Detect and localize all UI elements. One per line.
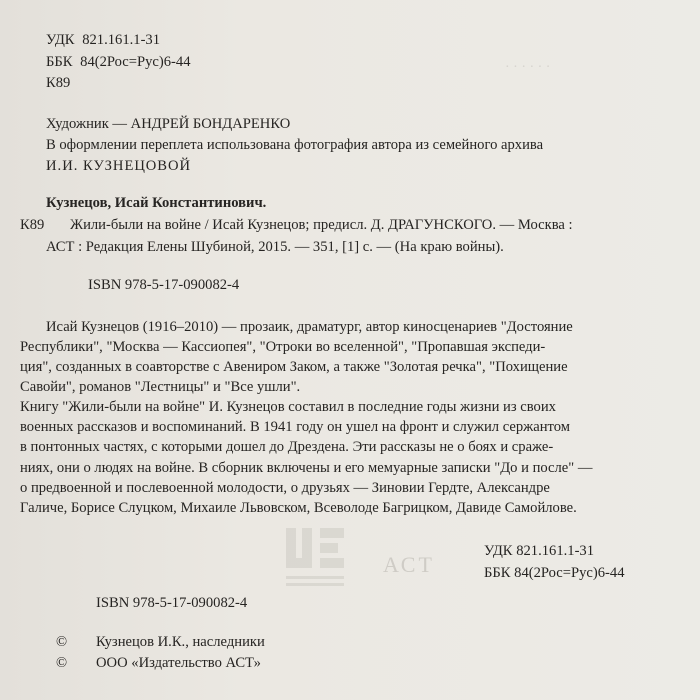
catalog-author-heading: Кузнецов, Исай Константинович. bbox=[46, 195, 267, 211]
annotation-line: Республики", "Москва — Кассиопея", "Отроки во вселенной", "Пропавшая экспеди- bbox=[20, 339, 546, 355]
annotation-line: ция", созданных в соавторстве с Авениром Заком, а также "Золотая речка", "Похищение bbox=[20, 359, 568, 375]
copyright-icon: © bbox=[56, 655, 68, 671]
annotation-line: Книгу "Жили-были на войне" И. Кузнецов составил в последние годы жизни из своих bbox=[20, 399, 556, 415]
bbk-code-bottom: ББК 84(2Рос=Рус)6-44 bbox=[484, 565, 625, 581]
isbn-bottom: ISBN 978-5-17-090082-4 bbox=[96, 595, 248, 611]
annotation-line: о предвоенной и послевоенной молодости, о друзьях — Зиновии Гердте, Александре bbox=[20, 480, 550, 496]
author-mark-top: К89 bbox=[46, 75, 71, 91]
annotation-line: ниях, они о людях на войне. В сборник включены и его мемуарные записки "До и после" — bbox=[20, 460, 593, 476]
copyright-holder-publisher: ООО «Издательство АСТ» bbox=[96, 655, 261, 671]
copyright-icon: © bbox=[56, 634, 68, 650]
catalog-author-mark: К89 bbox=[20, 217, 45, 233]
annotation-line: Исай Кузнецов (1916–2010) — прозаик, драматург, автор киносценариев "Достояние bbox=[46, 319, 573, 335]
catalog-publisher-line: АСТ : Редакция Елены Шубиной, 2015. — 351, [1] с. — (На краю войны). bbox=[46, 239, 504, 255]
catalog-title-line: Жили-были на войне / Исай Кузнецов; предисл. Д. ДРАГУНСКОГО. — Москва : bbox=[70, 217, 573, 233]
udk-code-top: УДК 821.161.1-31 bbox=[46, 32, 161, 48]
copyright-holder-heirs: Кузнецов И.К., наследники bbox=[96, 634, 265, 650]
isbn-catalog: ISBN 978-5-17-090082-4 bbox=[88, 277, 240, 293]
annotation-line: Галиче, Борисе Слуцком, Михаиле Львовском, Всеволоде Багрицком, Давиде Самойлове. bbox=[20, 500, 577, 516]
publisher-name-show-through: АСТ bbox=[383, 552, 435, 577]
annotation-line: военных рассказов и воспоминаний. В 1941 году он ушел на фронт и служил сержантом bbox=[20, 419, 570, 435]
publisher-logo-show-through bbox=[286, 528, 358, 592]
annotation-line: Савойи", романов "Лестницы" и "Все ушли". bbox=[20, 379, 301, 395]
show-through-text: · · · · · · bbox=[505, 60, 551, 75]
annotation-line: в понтонных частях, с которыми дошел до Дрездена. Эти рассказы не о боях и сраже- bbox=[20, 439, 554, 455]
bbk-code-top: ББК 84(2Рос=Рус)6-44 bbox=[46, 54, 191, 70]
cover-photo-owner: И.И. КУЗНЕЦОВОЙ bbox=[46, 158, 192, 174]
cover-photo-note: В оформлении переплета использована фотография автора из семейного архива bbox=[46, 137, 544, 153]
artist-credit: Художник — АНДРЕЙ БОНДАРЕНКО bbox=[46, 116, 291, 132]
udk-code-bottom: УДК 821.161.1-31 bbox=[484, 543, 595, 559]
